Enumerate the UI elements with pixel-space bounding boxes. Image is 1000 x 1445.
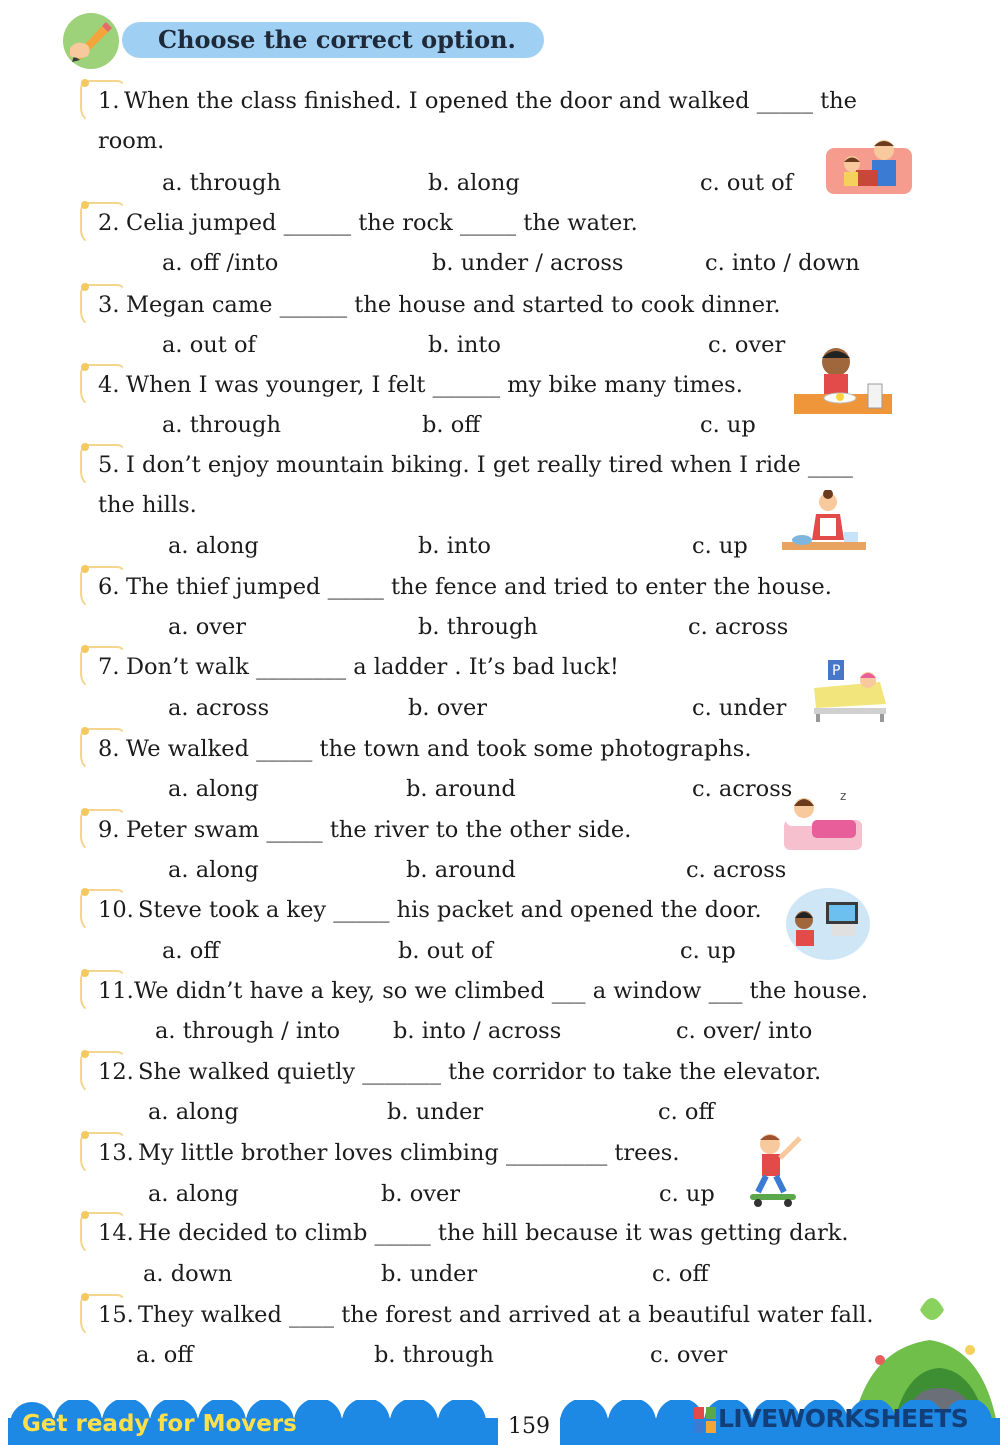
answer-option-c[interactable]: c. off bbox=[652, 1261, 709, 1287]
answer-option-c[interactable]: c. up bbox=[692, 533, 748, 559]
answer-option-b[interactable]: b. into / across bbox=[393, 1018, 562, 1044]
question-number: 13. bbox=[98, 1140, 134, 1166]
question-5 bbox=[0, 450, 1000, 490]
question-number: 2. bbox=[98, 210, 120, 236]
page-number: 159 bbox=[508, 1414, 550, 1439]
question-text: Don’t walk ________ a ladder . It’s bad luck! bbox=[126, 654, 619, 680]
answer-option-c[interactable]: c. across bbox=[686, 857, 787, 883]
question-6 bbox=[0, 572, 1000, 612]
question-number: 7. bbox=[98, 654, 120, 680]
family-reading-icon bbox=[826, 136, 912, 194]
question-12 bbox=[0, 1057, 1000, 1097]
answer-option-a[interactable]: a. along bbox=[148, 1099, 239, 1125]
question-number: 11. bbox=[98, 978, 134, 1004]
answer-option-a[interactable]: a. over bbox=[168, 614, 247, 640]
liveworksheets-logo-icon bbox=[694, 1407, 716, 1433]
answer-option-b[interactable]: b. under bbox=[387, 1099, 484, 1125]
question-1 bbox=[0, 86, 1000, 126]
question-text: Peter swam _____ the river to the other side. bbox=[126, 817, 632, 843]
question-text: When the class finished. I opened the door and walked _____ the bbox=[124, 88, 857, 114]
answer-option-b[interactable]: b. into bbox=[428, 332, 501, 358]
question-text-continuation: room. bbox=[98, 128, 165, 154]
question-text-continuation: the hills. bbox=[98, 492, 197, 518]
answer-option-b[interactable]: b. over bbox=[408, 695, 488, 721]
question-8 bbox=[0, 734, 1000, 774]
answer-option-a[interactable]: a. across bbox=[168, 695, 270, 721]
answer-option-c[interactable]: c. up bbox=[700, 412, 756, 438]
answer-option-b[interactable]: b. over bbox=[381, 1181, 461, 1207]
svg-text:z: z bbox=[840, 789, 847, 803]
answer-option-c[interactable]: c. out of bbox=[700, 170, 794, 196]
answer-option-a[interactable]: a. off bbox=[136, 1342, 194, 1368]
question-number: 4. bbox=[98, 372, 120, 398]
answer-option-a[interactable]: a. off /into bbox=[162, 250, 279, 276]
answer-option-a[interactable]: a. through bbox=[162, 170, 281, 196]
question-text: My little brother loves climbing _________ trees. bbox=[138, 1140, 680, 1166]
question-3 bbox=[0, 290, 1000, 330]
answer-option-c[interactable]: c. over/ into bbox=[676, 1018, 813, 1044]
answer-option-c[interactable]: c. over bbox=[708, 332, 786, 358]
question-text: I don’t enjoy mountain biking. I get really tired when I ride ____ bbox=[126, 452, 853, 478]
question-number: 8. bbox=[98, 736, 120, 762]
question-text: She walked quietly _______ the corridor to take the elevator. bbox=[138, 1059, 822, 1085]
question-text: Steve took a key _____ his packet and opened the door. bbox=[138, 897, 762, 923]
answer-option-c[interactable]: c. under bbox=[692, 695, 787, 721]
answer-option-c[interactable]: c. up bbox=[659, 1181, 715, 1207]
answer-option-c[interactable]: c. up bbox=[680, 938, 736, 964]
answer-option-b[interactable]: b. out of bbox=[398, 938, 493, 964]
question-text: The thief jumped _____ the fence and tried to enter the house. bbox=[126, 574, 832, 600]
question-text: They walked ____ the forest and arrived at a beautiful water fall. bbox=[138, 1302, 874, 1328]
girl-in-bed-icon bbox=[810, 658, 890, 722]
question-13 bbox=[0, 1138, 1000, 1178]
girl-sleeping-icon bbox=[782, 782, 864, 856]
watermark-text: LIVEWORKSHEETS bbox=[718, 1404, 969, 1433]
answer-option-a[interactable]: a. off bbox=[162, 938, 220, 964]
question-number: 5. bbox=[98, 452, 120, 478]
question-2 bbox=[0, 208, 1000, 248]
answer-option-b[interactable]: b. under / across bbox=[432, 250, 624, 276]
woman-cooking-icon bbox=[782, 490, 866, 564]
question-number: 14. bbox=[98, 1220, 134, 1246]
page-title: Choose the correct option. bbox=[158, 25, 516, 54]
answer-option-b[interactable]: b. into bbox=[418, 533, 491, 559]
answer-option-a[interactable]: a. along bbox=[148, 1181, 239, 1207]
boy-playing-video-game-icon bbox=[786, 886, 870, 962]
boy-skateboarding-icon bbox=[744, 1130, 810, 1208]
question-text: He decided to climb _____ the hill because it was getting dark. bbox=[138, 1220, 849, 1246]
answer-option-b[interactable]: b. under bbox=[381, 1261, 478, 1287]
answer-option-b[interactable]: b. through bbox=[374, 1342, 494, 1368]
answer-option-a[interactable]: a. down bbox=[143, 1261, 233, 1287]
answer-option-a[interactable]: a. through bbox=[162, 412, 281, 438]
question-11 bbox=[0, 976, 1000, 1016]
answer-option-b[interactable]: b. off bbox=[422, 412, 481, 438]
answer-option-a[interactable]: a. along bbox=[168, 857, 259, 883]
question-text: When I was younger, I felt ______ my bike many times. bbox=[126, 372, 743, 398]
question-text: We didn’t have a key, so we climbed ___ a window ___ the house. bbox=[134, 978, 869, 1004]
footer-book-title: Get ready for Movers bbox=[22, 1411, 297, 1437]
question-number: 6. bbox=[98, 574, 120, 600]
answer-option-a[interactable]: a. out of bbox=[162, 332, 256, 358]
question-number: 12. bbox=[98, 1059, 134, 1085]
answer-option-c[interactable]: c. into / down bbox=[705, 250, 860, 276]
answer-option-b[interactable]: b. through bbox=[418, 614, 538, 640]
question-number: 10. bbox=[98, 897, 134, 923]
answer-option-b[interactable]: b. around bbox=[406, 857, 516, 883]
answer-option-b[interactable]: b. around bbox=[406, 776, 516, 802]
question-number: 9. bbox=[98, 817, 120, 843]
question-text: Celia jumped ______ the rock _____ the water. bbox=[126, 210, 638, 236]
answer-option-a[interactable]: a. along bbox=[168, 533, 259, 559]
answer-option-c[interactable]: c. over bbox=[650, 1342, 728, 1368]
svg-text:P: P bbox=[832, 663, 841, 679]
question-text: We walked _____ the town and took some photographs. bbox=[126, 736, 752, 762]
question-number: 3. bbox=[98, 292, 120, 318]
question-14 bbox=[0, 1218, 1000, 1258]
answer-option-c[interactable]: c. off bbox=[658, 1099, 715, 1125]
question-number: 1. bbox=[98, 88, 120, 114]
boy-eating-breakfast-icon bbox=[794, 344, 892, 416]
answer-option-c[interactable]: c. across bbox=[692, 776, 793, 802]
pencil-hand-icon bbox=[62, 12, 120, 70]
answer-option-a[interactable]: a. along bbox=[168, 776, 259, 802]
question-number: 15. bbox=[98, 1302, 134, 1328]
question-text: Megan came ______ the house and started to cook dinner. bbox=[126, 292, 781, 318]
answer-option-b[interactable]: b. along bbox=[428, 170, 520, 196]
answer-option-c[interactable]: c. across bbox=[688, 614, 789, 640]
answer-option-a[interactable]: a. through / into bbox=[155, 1018, 341, 1044]
